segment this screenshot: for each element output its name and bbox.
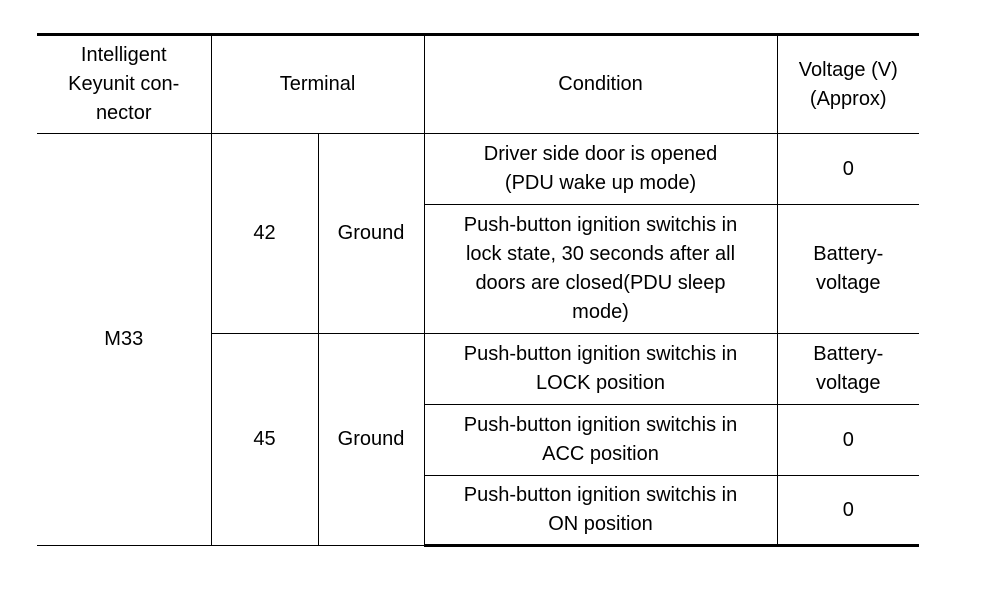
terminal-voltage-table — [37, 33, 919, 547]
header-condition-label: Condition — [558, 73, 643, 95]
condition-line: Push-button ignition switchis in — [463, 343, 738, 365]
terminal-number: 45 — [253, 428, 276, 450]
condition-line: Push-button ignition switchis in — [463, 214, 738, 236]
condition-line: mode) — [572, 301, 629, 323]
voltage-line: voltage — [816, 272, 881, 294]
header-terminal-label: Terminal — [279, 73, 356, 95]
header-connector — [37, 35, 211, 134]
condition-line: (PDU wake up mode) — [504, 172, 697, 194]
voltage-cell — [777, 334, 919, 405]
condition-line: Push-button ignition switchis in — [463, 484, 738, 506]
voltage-cell — [777, 476, 919, 546]
condition-cell — [424, 134, 777, 205]
terminal-ground-cell — [318, 134, 424, 334]
voltage-line: voltage — [816, 372, 881, 394]
header-connector-line: Keyunit con- — [68, 73, 180, 95]
condition-cell — [424, 405, 777, 476]
condition-line: ON position — [548, 513, 653, 535]
terminal-ground: Ground — [337, 428, 405, 450]
header-terminal — [211, 35, 424, 134]
condition-cell — [424, 205, 777, 334]
voltage-cell — [777, 134, 919, 205]
voltage-value: 0 — [842, 498, 854, 521]
voltage-line: Battery- — [813, 243, 884, 265]
header-connector-line: Intelligent — [80, 44, 167, 66]
condition-cell — [424, 334, 777, 405]
terminal-number-cell — [211, 334, 318, 546]
condition-cell — [424, 476, 777, 546]
connector-value: M33 — [104, 328, 144, 350]
header-connector-line: nector — [95, 102, 152, 124]
table-header — [37, 35, 919, 134]
condition-line: doors are closed(PDU sleep — [475, 272, 726, 294]
header-voltage-line: Voltage (V) — [798, 58, 898, 81]
terminal-number: 42 — [253, 222, 276, 244]
header-condition — [424, 35, 777, 134]
header-voltage-line: (Approx) — [809, 87, 887, 110]
terminal-ground-cell — [318, 334, 424, 546]
table-body — [37, 134, 919, 546]
table-row — [37, 134, 919, 205]
voltage-value: 0 — [842, 428, 854, 451]
voltage-cell — [777, 405, 919, 476]
terminal-ground: Ground — [337, 222, 405, 244]
header-row — [37, 35, 919, 134]
voltage-line: Battery- — [813, 343, 884, 365]
condition-line: LOCK position — [536, 372, 665, 394]
condition-line: ACC position — [542, 443, 659, 465]
header-voltage — [777, 35, 919, 134]
connector-cell — [37, 134, 211, 546]
terminal-number-cell — [211, 134, 318, 334]
voltage-cell — [777, 205, 919, 334]
condition-line: Push-button ignition switchis in — [463, 414, 738, 436]
condition-line: lock state, 30 seconds after all — [465, 243, 736, 265]
voltage-value: 0 — [842, 157, 854, 180]
condition-line: Driver side door is opened — [483, 143, 718, 165]
